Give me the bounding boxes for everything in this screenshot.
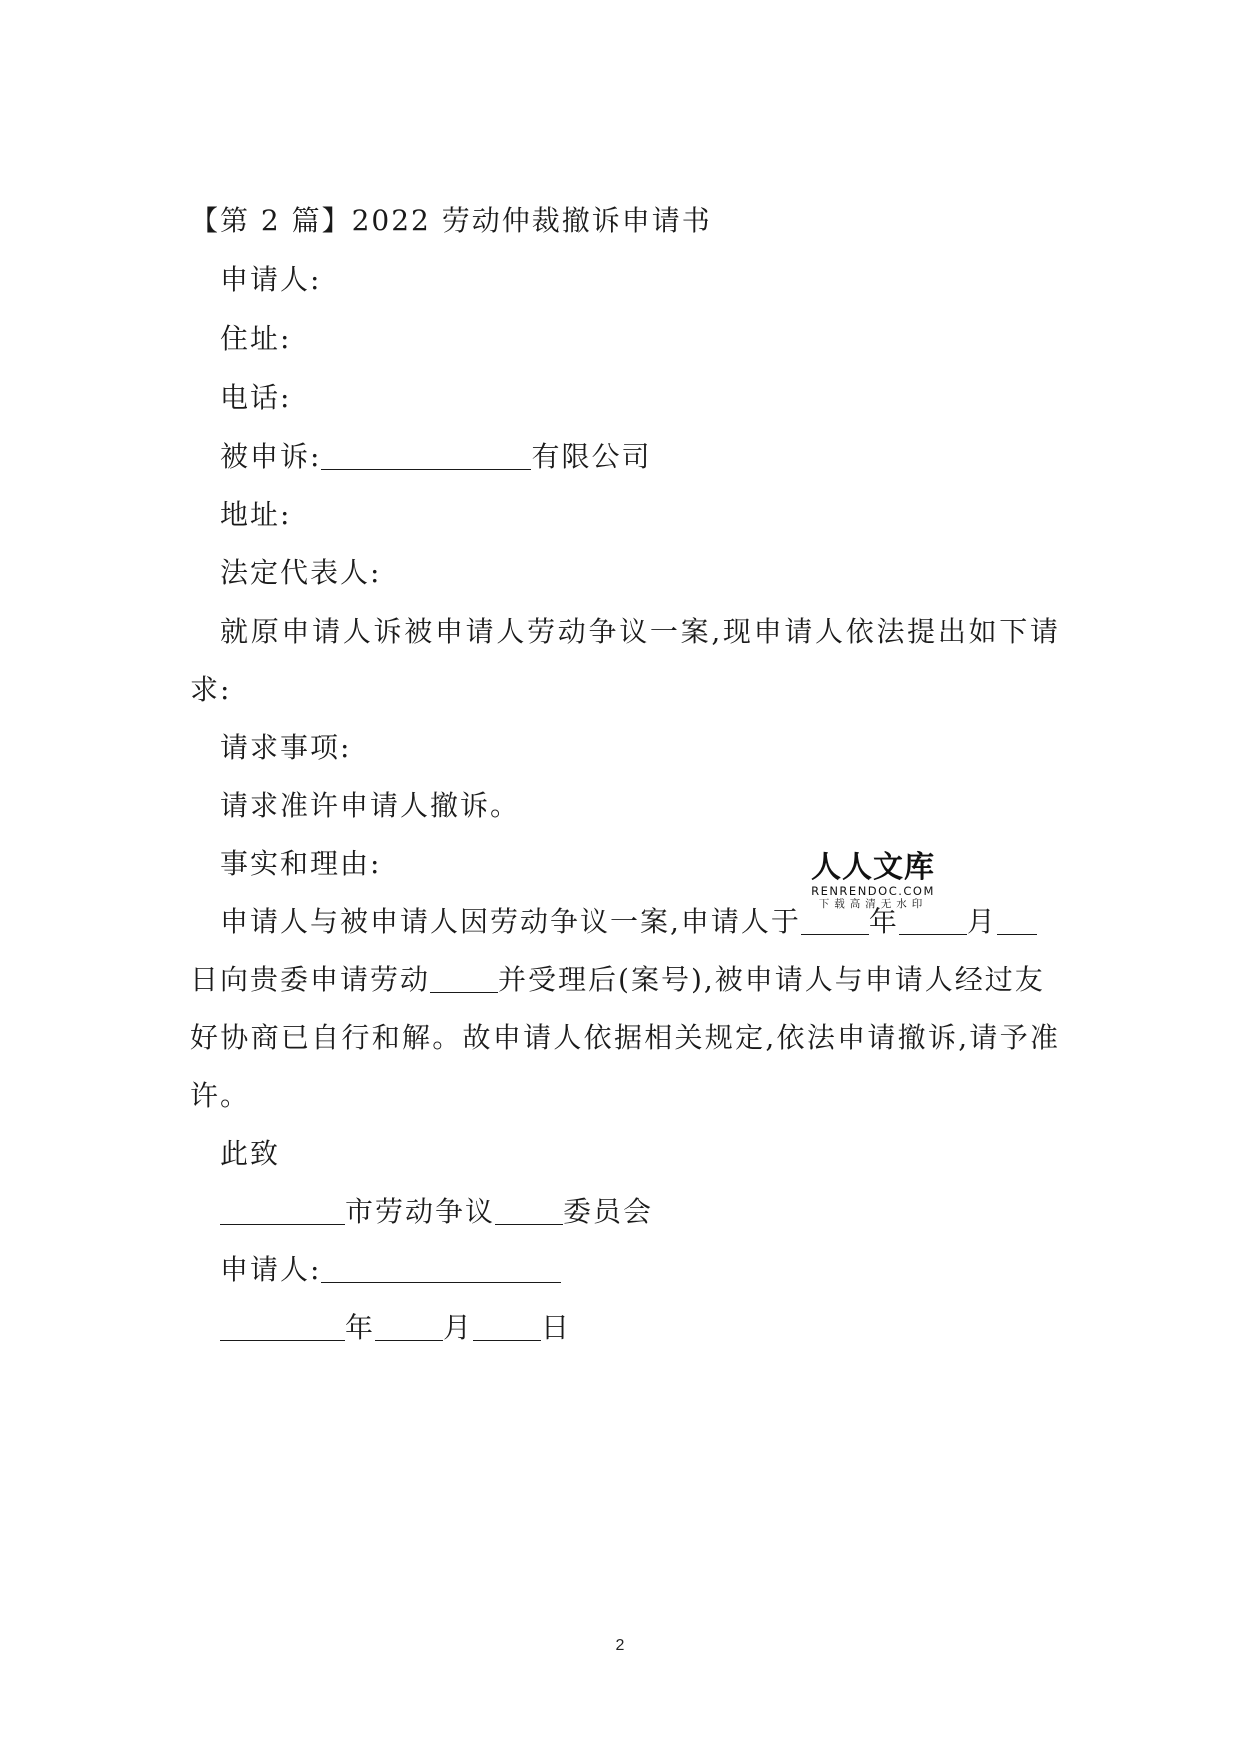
city-blank (220, 1196, 345, 1225)
date-day-blank (473, 1312, 541, 1341)
signature-line (220, 1250, 1060, 1290)
facts-label: 事实和理由: (220, 847, 382, 880)
facts-line-2-text-a: 日向贵委申请劳动 (190, 963, 431, 996)
respondent-name-blank (321, 441, 531, 470)
applicant-label: 申请人: (220, 263, 322, 296)
facts-month-label: 月 (966, 905, 997, 938)
respondent-prefix: 被申诉: (220, 440, 322, 473)
phone-label: 电话: (220, 381, 292, 414)
page-number: 2 (615, 1637, 625, 1654)
committee-line (220, 1192, 1060, 1232)
claims-text: 请求准许申请人撤诉。 (220, 789, 521, 822)
facts-line-2 (190, 960, 1060, 1000)
legal-rep-label: 法定代表人: (220, 556, 382, 589)
respondent-address-label: 地址: (220, 498, 292, 531)
date-day-label: 日 (541, 1311, 572, 1344)
respondent-suffix: 有限公司 (531, 440, 652, 473)
facts-line-1-text: 申请人与被申请人因劳动争议一案,申请人于 (220, 905, 801, 938)
date-month-blank (375, 1312, 443, 1341)
signature-label: 申请人: (220, 1253, 322, 1286)
facts-line-2-text-b: 并受理后(案号),被申请人与申请人经过友 (498, 963, 1045, 996)
facts-year-label: 年 (868, 905, 899, 938)
day-blank (997, 906, 1037, 935)
facts-line-3: 好协商已自行和解。故申请人依据相关规定,依法申请撤诉,请予准 (190, 1021, 1060, 1054)
watermark-url: RENRENDOC.COM (811, 884, 935, 898)
date-month-label: 月 (443, 1311, 474, 1344)
claims-label: 请求事项: (220, 731, 352, 764)
committee-text-b: 委员会 (563, 1195, 654, 1228)
intro-line-1: 就原申请人诉被申请人劳动争议一案,现申请人依法提出如下请 (220, 615, 1060, 648)
signature-blank (321, 1254, 561, 1283)
watermark-name: 人人文库 (811, 850, 935, 885)
watermark-tagline: 下载高清无水印 (818, 898, 928, 910)
arbitration-blank (430, 964, 498, 993)
date-year-blank (220, 1312, 345, 1341)
salutation: 此致 (220, 1137, 281, 1170)
facts-line-4: 许。 (190, 1079, 251, 1112)
date-line (220, 1308, 1060, 1348)
date-year-label: 年 (345, 1311, 376, 1344)
respondent-line (220, 437, 1060, 477)
intro-line-2: 求: (190, 673, 232, 706)
address-label: 住址: (220, 322, 292, 355)
committee-type-blank (495, 1196, 563, 1225)
committee-text-a: 市劳动争议 (345, 1195, 496, 1228)
document-title: 【第 2 篇】2022 劳动仲裁撤诉申请书 (190, 204, 712, 237)
renrendoc-watermark (808, 851, 938, 911)
